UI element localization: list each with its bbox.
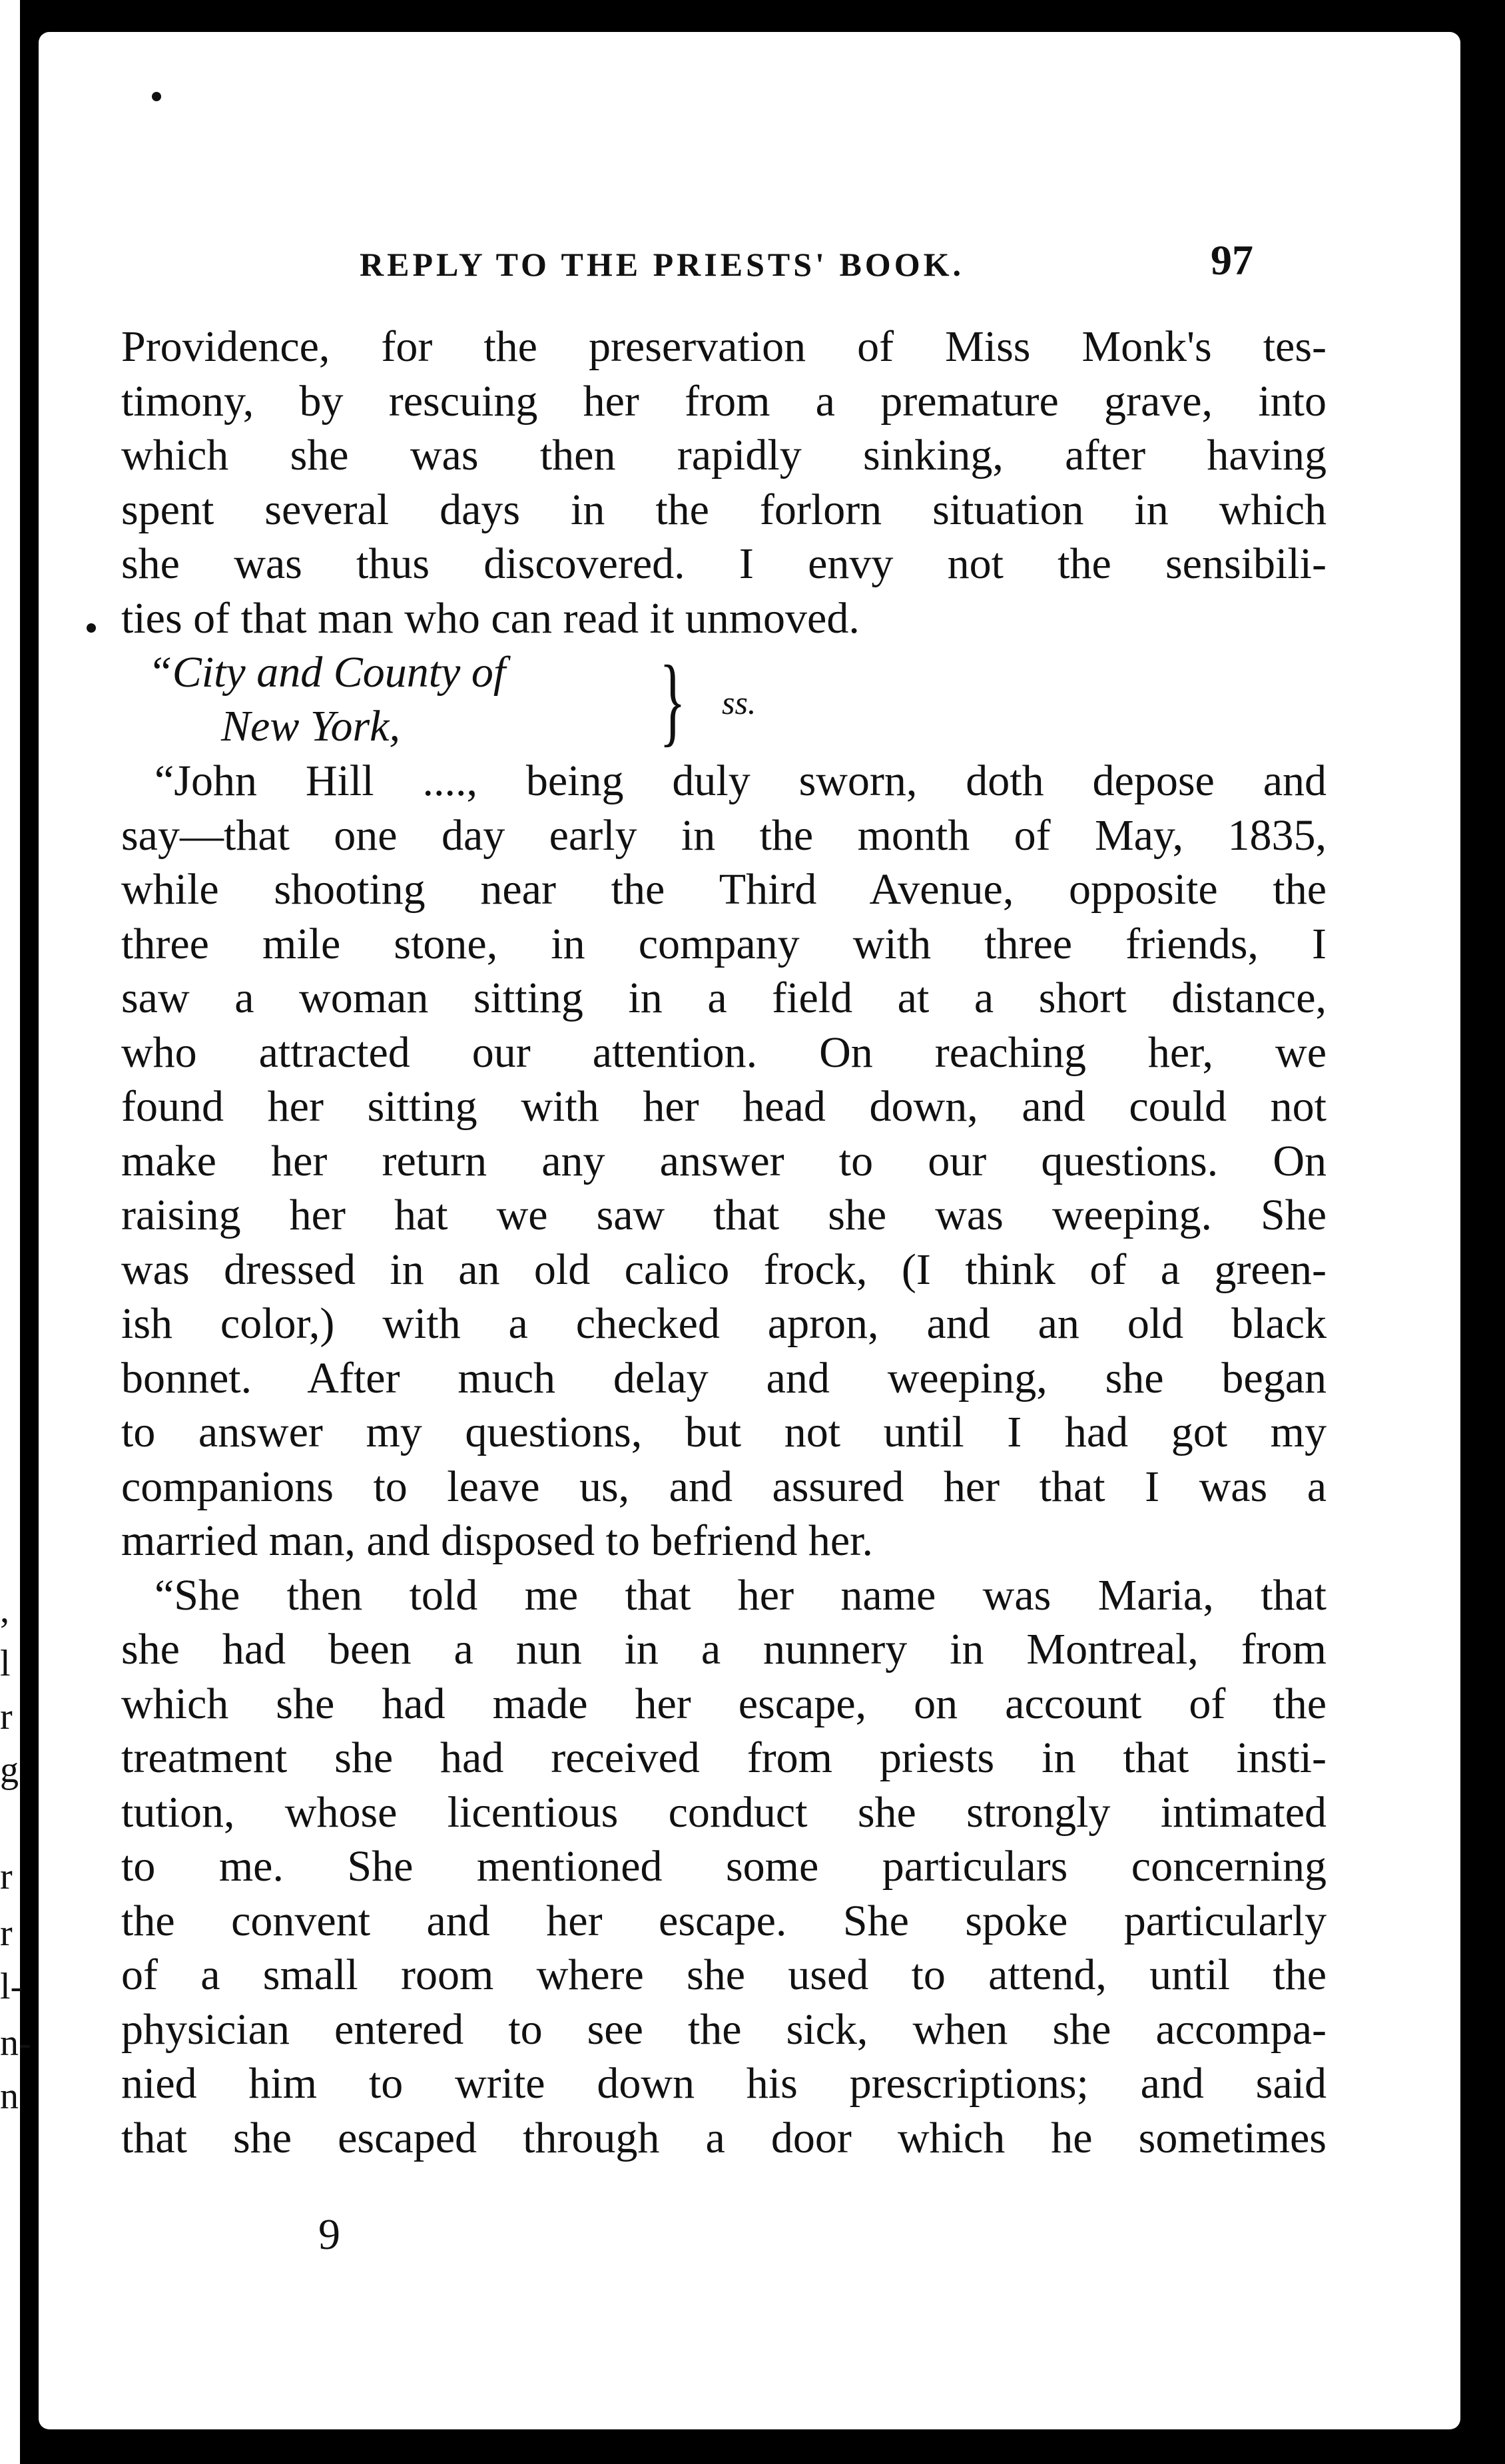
margin-mark — [87, 623, 96, 633]
prev-fragment: n- — [0, 2022, 31, 2064]
text-line: ish color,) with a checked apron, and an old black — [121, 1299, 1327, 1348]
text-line: she had been a nun in a nunnery in Montreal, from — [121, 1625, 1327, 1674]
text-line: found her sitting with her head down, and could not — [121, 1082, 1327, 1131]
text-line: the convent and her escape. She spoke particularly — [121, 1896, 1327, 1945]
body-text — [121, 320, 1327, 2165]
book-page — [39, 32, 1460, 2429]
text-line: who attracted our attention. On reaching her, we — [121, 1028, 1327, 1077]
scan-speck — [152, 92, 161, 101]
text-line: spent several days in the forlorn situation in which — [121, 485, 1327, 534]
venue-ss: ss. — [722, 684, 756, 721]
text-line: ties of that man who can read it unmoved. — [121, 593, 860, 643]
previous-page-fragments — [0, 0, 31, 2464]
text-line: nied him to write down his prescriptions; and said — [121, 2059, 1327, 2108]
brace-glyph: } — [659, 645, 686, 756]
prev-fragment: g — [0, 1749, 19, 1791]
text-line: “She then told me that her name was Maria, that — [154, 1570, 1327, 1620]
text-line: while shooting near the Third Avenue, opposite the — [121, 865, 1327, 914]
text-line: physician entered to see the sick, when she accompa- — [121, 2004, 1327, 2054]
text-line: she was thus discovered. I envy not the sensibili- — [121, 539, 1327, 588]
running-title: REPLY TO THE PRIESTS' BOOK. — [360, 246, 964, 283]
prev-fragment: r — [0, 1856, 13, 1897]
text-line: married man, and disposed to befriend her. — [121, 1516, 873, 1565]
prev-fragment: r — [0, 1696, 13, 1737]
text-line: that she escaped through a door which he sometimes — [121, 2113, 1327, 2162]
text-line: to answer my questions, but not until I had got my — [121, 1408, 1327, 1456]
text-line: companions to leave us, and assured her that I was a — [121, 1462, 1327, 1511]
text-line: make her return any answer to our questions. On — [121, 1136, 1327, 1185]
text-line: timony, by rescuing her from a premature grave, into — [121, 376, 1327, 426]
paragraph-2 — [121, 754, 1327, 1568]
page-header — [39, 218, 1460, 284]
prev-fragment: , — [0, 1590, 9, 1631]
prev-fragment: r — [0, 1913, 13, 1954]
text-line: say—that one day early in the month of May, 1835, — [121, 810, 1327, 860]
prev-fragment: n — [0, 2076, 19, 2117]
text-line: tution, whose licentious conduct she strongly intimated — [121, 1787, 1327, 1837]
paragraph-1 — [121, 320, 1327, 645]
paragraph-3 — [121, 1568, 1327, 2166]
text-line: saw a woman sitting in a field at a short distance, — [121, 974, 1327, 1022]
venue-line-2: New York, — [221, 702, 400, 751]
text-line: bonnet. After much delay and weeping, she began — [121, 1353, 1327, 1402]
text-line: which she was then rapidly sinking, after having — [121, 431, 1327, 479]
text-line: Providence, for the preservation of Miss Monk's tes- — [121, 322, 1327, 371]
text-line: “John Hill ...., being duly sworn, doth depose and — [154, 757, 1327, 805]
text-line: three mile stone, in company with three friends, I — [121, 919, 1327, 968]
prev-fragment: l- — [0, 1966, 23, 2007]
venue-line-1: “City and County of — [148, 648, 506, 697]
text-line: raising her hat we saw that she was weeping. She — [121, 1191, 1327, 1239]
signature-mark: 9 — [318, 2210, 340, 2259]
text-line: to me. She mentioned some particulars concerning — [121, 1842, 1327, 1891]
venue-caption — [148, 645, 1327, 754]
page-number: 97 — [1211, 236, 1253, 284]
text-line: treatment she had received from priests in that insti- — [121, 1733, 1327, 1782]
prev-fragment: l — [0, 1643, 11, 1684]
text-line: which she had made her escape, on account of the — [121, 1679, 1327, 1728]
text-line: was dressed in an old calico frock, (I think of a green- — [121, 1245, 1327, 1294]
text-line: of a small room where she used to attend, until the — [121, 1951, 1327, 1999]
